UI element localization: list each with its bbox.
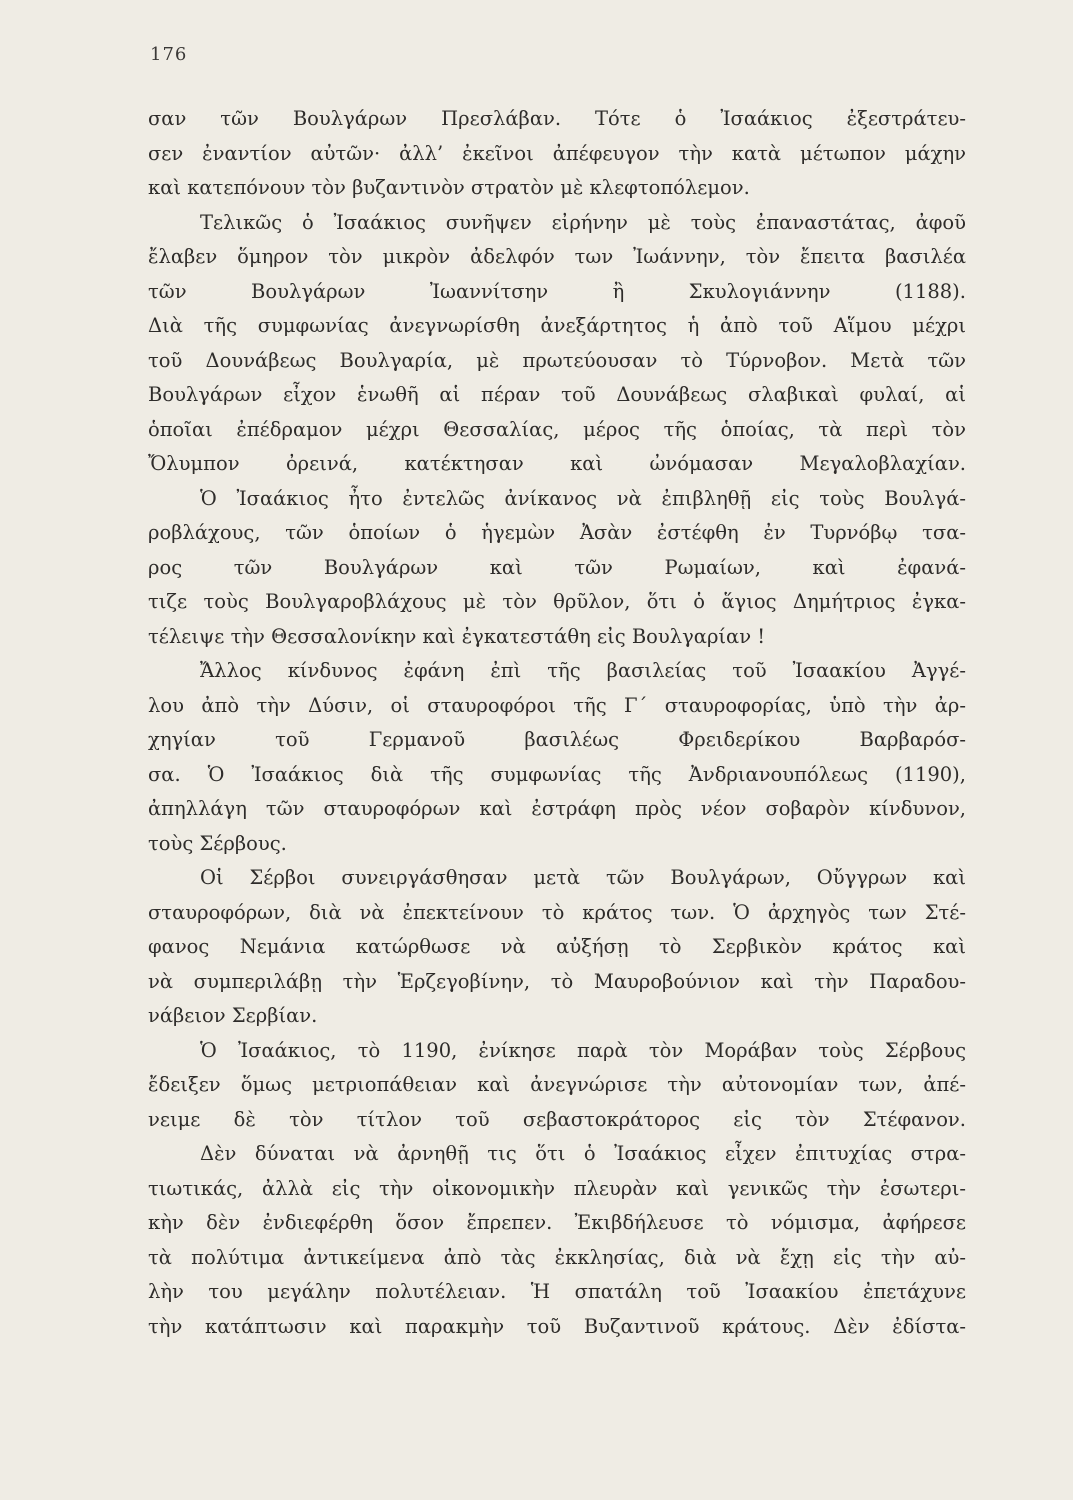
text-line: λου ἀπὸ τὴν Δύσιν, οἱ σταυροφόροι τῆς Γ΄ σταυροφορίας, ὑπὸ τὴν ἀρ- — [148, 693, 966, 717]
text-line: τοὺς Σέρβους. — [148, 831, 287, 855]
text-line: σεν ἐναντίον αὐτῶν· ἀλλ’ ἐκεῖνοι ἀπέφευγον τὴν κατὰ μέτωπον μάχην — [148, 141, 966, 165]
text-line: Διὰ τῆς συμφωνίας ἀνεγνωρίσθη ἀνεξάρτητος ἡ ἀπὸ τοῦ Αἵμου μέχρι — [148, 314, 966, 337]
text-line: λὴν του μεγάλην πολυτέλειαν. Ἡ σπατάλη τοῦ Ἰσαακίου ἐπετάχυνε — [148, 1280, 966, 1303]
text-line: σαν τῶν Βουλγάρων Πρεσλάβαν. Τότε ὁ Ἰσαάκιος ἐξεστράτευ- — [148, 107, 966, 130]
text-line: ὁποῖαι ἐπέδραμον μέχρι Θεσσαλίας, μέρος τῆς ὁποίας, τὰ περὶ τὸν — [148, 417, 966, 441]
text-line: Βουλγάρων εἶχον ἑνωθῆ αἱ πέραν τοῦ Δουνάβεως σλαβικαὶ φυλαί, αἱ — [148, 383, 966, 406]
text-line: τὰ πολύτιμα ἀντικείμενα ἀπὸ τὰς ἐκκλησίας, διὰ νὰ ἔχῃ εἰς τὴν αὐ- — [148, 1245, 966, 1269]
text-line: Δὲν δύναται νὰ ἀρνηθῇ τις ὅτι ὁ Ἰσαάκιος εἶχεν ἐπιτυχίας στρα- — [200, 1142, 966, 1165]
text-line: ἔδειξεν ὅμως μετριοπάθειαν καὶ ἀνεγνώρισε τὴν αὐτονομίαν των, ἀπέ- — [148, 1073, 966, 1096]
text-line: ἀπηλλάγη τῶν σταυροφόρων καὶ ἐστράφη πρὸς νέον σοβαρὸν κίνδυνον, — [148, 797, 966, 820]
text-line: τιωτικάς, ἀλλὰ εἰς τὴν οἰκονομικὴν πλευρὰν καὶ γενικῶς τὴν ἐσωτερι- — [148, 1176, 966, 1200]
text-line: Ὄλυμπον ὀρεινά, κατέκτησαν καὶ ὠνόμασαν Μεγαλοβλαχίαν. — [148, 452, 966, 475]
text-line: χηγίαν τοῦ Γερμανοῦ βασιλέως Φρειδερίκου Βαρβαρόσ- — [148, 728, 966, 751]
text-line: φανος Νεμάνια κατώρθωσε νὰ αὐξήσῃ τὸ Σερβικὸν κράτος καὶ — [148, 935, 966, 958]
text-line: σταυροφόρων, διὰ νὰ ἐπεκτείνουν τὸ κράτος των. Ὁ ἀρχηγὸς των Στέ- — [148, 900, 966, 924]
text-line: τὴν κατάπτωσιν καὶ παρακμὴν τοῦ Βυζαντινοῦ κράτους. Δὲν ἐδίστα- — [148, 1314, 966, 1338]
text-line: τέλειψε τὴν Θεσσαλονίκην καὶ ἐγκατεστάθη εἰς Βουλγαρίαν ! — [148, 624, 766, 648]
text-line: Ὁ Ἰσαάκιος, τὸ 1190, ἐνίκησε παρὰ τὸν Μοράβαν τοὺς Σέρβους — [200, 1038, 966, 1062]
text-line: ροβλάχους, τῶν ὁποίων ὁ ἡγεμὼν Ἀσὰν ἐστέφθη ἐν Τυρνόβῳ τσα- — [148, 521, 966, 544]
text-line: Οἱ Σέρβοι συνειργάσθησαν μετὰ τῶν Βουλγάρων, Οὔγγρων καὶ — [200, 866, 966, 889]
text-line: τιζε τοὺς Βουλγαροβλάχους μὲ τὸν θρῦλον, ὅτι ὁ ἅγιος Δημήτριος ἐγκα- — [148, 590, 966, 613]
body-text — [148, 102, 966, 1344]
text-line: νειμε δὲ τὸν τίτλον τοῦ σεβαστοκράτορος εἰς τὸν Στέφανον. — [148, 1107, 966, 1131]
text-line: Ὁ Ἰσαάκιος ἦτο ἐντελῶς ἀνίκανος νὰ ἐπιβληθῇ εἰς τοὺς Βουλγά- — [200, 486, 966, 510]
text-line: Ἄλλος κίνδυνος ἐφάνη ἐπὶ τῆς βασιλείας τοῦ Ἰσαακίου Ἀγγέ- — [200, 659, 966, 682]
text-line: ἔλαβεν ὅμηρον τὸν μικρὸν ἀδελφόν των Ἰωάννην, τὸν ἔπειτα βασιλέα — [148, 245, 966, 268]
text-line: καὶ κατεπόνουν τὸν βυζαντινὸν στρατὸν μὲ κλεφτοπόλεμον. — [148, 176, 750, 199]
text-line: κὴν δὲν ἐνδιεφέρθη ὅσον ἔπρεπεν. Ἐκιβδήλευσε τὸ νόμισμα, ἀφήρεσε — [148, 1211, 966, 1234]
page-number: 176 — [150, 44, 188, 65]
text-line: ρος τῶν Βουλγάρων καὶ τῶν Ρωμαίων, καὶ ἐφανά- — [148, 555, 966, 579]
text-line: νὰ συμπεριλάβῃ τὴν Ἑρζεγοβίνην, τὸ Μαυροβούνιον καὶ τὴν Παραδου- — [148, 969, 966, 993]
text-line: τοῦ Δουνάβεως Βουλγαρία, μὲ πρωτεύουσαν τὸ Τύρνοβον. Μετὰ τῶν — [148, 348, 966, 372]
text-line: τῶν Βουλγάρων Ἰωαννίτσην ἢ Σκυλογιάννην (1188). — [148, 279, 966, 303]
text-line: σα. Ὁ Ἰσαάκιος διὰ τῆς συμφωνίας τῆς Ἀνδριανουπόλεως (1190), — [148, 762, 966, 786]
text-line: νάβειον Σερβίαν. — [148, 1004, 318, 1027]
text-line: Τελικῶς ὁ Ἰσαάκιος συνῆψεν εἰρήνην μὲ τοὺς ἐπαναστάτας, ἀφοῦ — [200, 210, 966, 234]
